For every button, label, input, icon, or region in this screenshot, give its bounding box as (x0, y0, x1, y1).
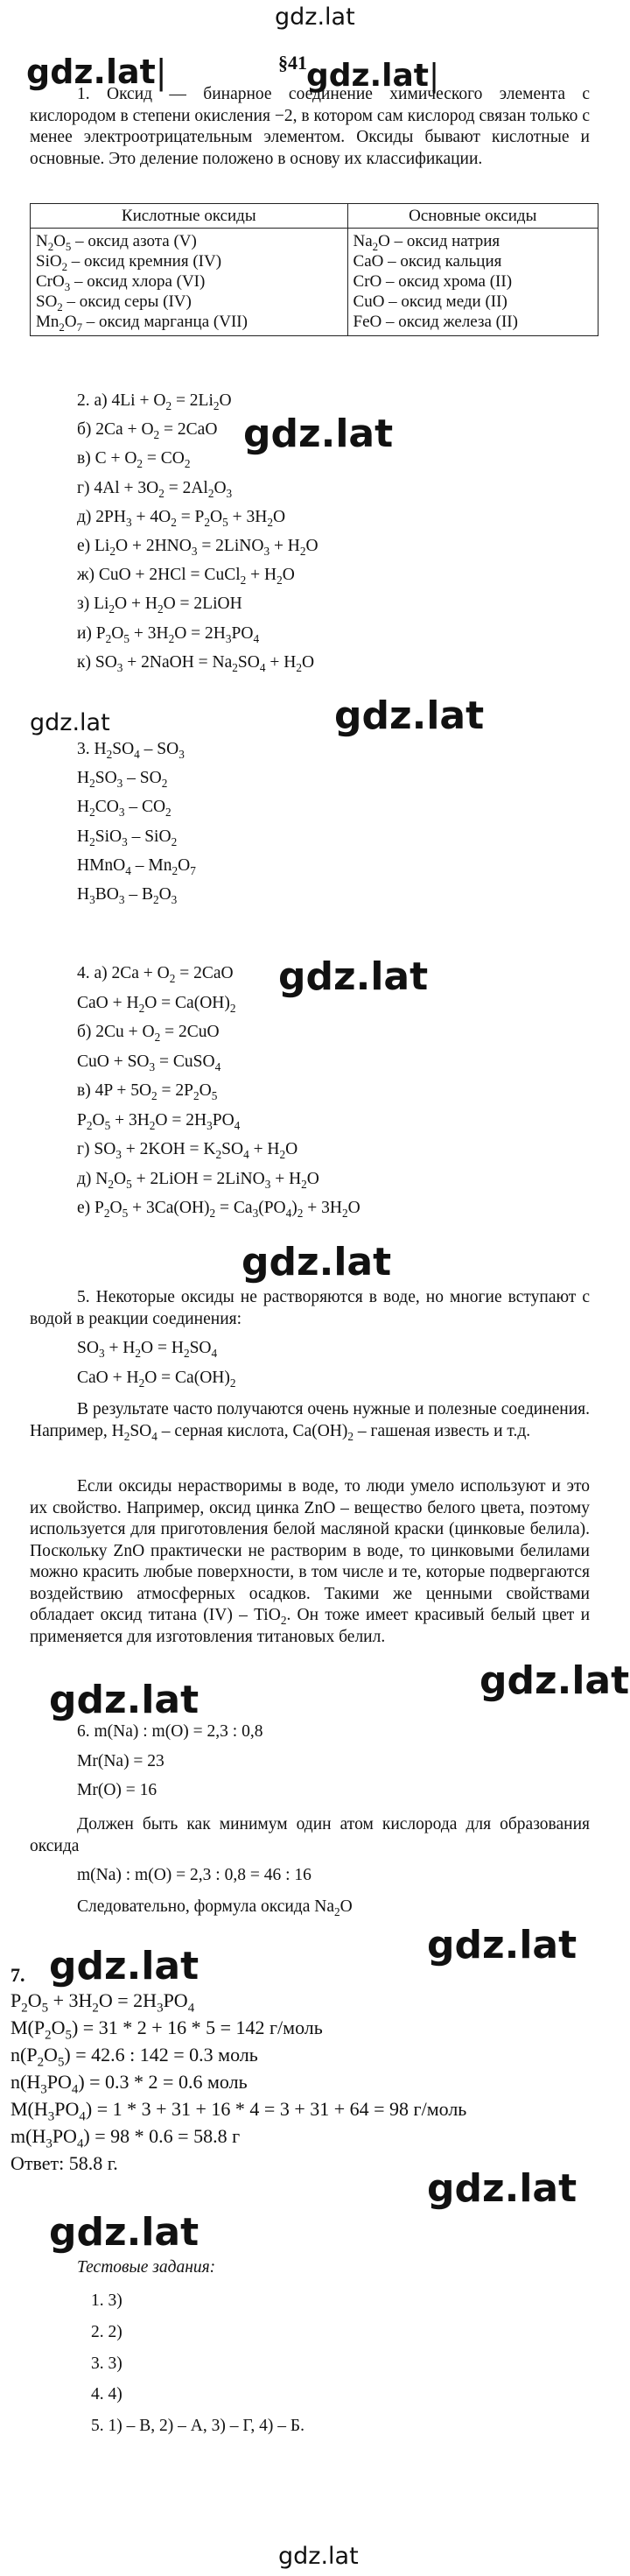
task-6-line: Mr(Na) = 23 (77, 1751, 164, 1770)
watermark-task2: gdz.lat (243, 412, 394, 456)
task-6-line: m(Na) : m(O) = 2,3 : 0,8 = 46 : 16 (77, 1866, 312, 1884)
section-heading: §41 (278, 52, 307, 74)
watermark-right-mid: gdz.lat (334, 693, 485, 738)
acidic-oxides-cell (31, 229, 348, 336)
basic-oxide-row: $Na_2O$ – оксид натрия (353, 232, 500, 253)
task-7-line: $P_2O_5 + 3H_2O = 2H_3PO_4$ (10, 1989, 195, 2016)
task-2-equation: к) $SO_3$ + 2NaOH = $Na_2SO_4 + H_2O$ (77, 652, 315, 674)
test-answer: 3. 3) (91, 2354, 122, 2373)
test-answer: 1. 3) (91, 2291, 122, 2310)
task-5-paragraph-2: Если оксиды нерастворимы в воде, то люди умело используют и это их свойство. Например, оксид цинка ZnO – вещество белого цвета, поэтому используется для приготовления белой масляной краски (цинковые белила). Поскольку ZnO практически не растворим в воде, то цинковыми белилами можно красить любые поверхности, в том числе и те, которые подвергаются воздействию атмосферных осадков. Такими же ценными свойствами обладает оксид титана (IV) – TiO$_2$. Он тоже имеет красивый белый цвет и применяется для изготовления титановых белил. (30, 1477, 591, 1646)
task-2-equation: б) $2Ca + O_2 = 2CaO$ (77, 420, 218, 442)
task-2-equation: 2. а) $4Li + O_2 = 2Li_2O$ (77, 391, 232, 412)
task-7-line: $M(H_3PO_4) = 1 * 3 + 31 + 16 * 4 = 3 + 31 + 64 = 98$ г/моль (10, 2098, 467, 2124)
task-6-line: Следовательно, формула оксида $Na_2O$ (77, 1897, 353, 1918)
basic-oxide-row: FeO – оксид железа (II) (353, 313, 518, 331)
task-7-line: $M(P_2O_5) = 31 * 2 + 16 * 5 = 142$ г/моль (10, 2016, 323, 2043)
acidic-oxide-row: SiO$_2$ – оксид кремния (IV) (36, 252, 222, 273)
test-answer: 2. 2) (91, 2322, 122, 2341)
watermark-right-task6: gdz.lat (480, 1658, 630, 1703)
basic-oxide-row: CaO – оксид кальция (353, 252, 502, 271)
task-3-pair: $H_3BO_3 - B_2O_3$ (77, 885, 178, 906)
task-2-equation: з) $Li_2O + H_2O$ = 2LiOH (77, 595, 242, 616)
task-2-equation: и) $P_2O_5 + 3H_2O = 2H_3PO_4$ (77, 623, 260, 645)
watermark-left-mid: gdz.lat (30, 709, 110, 736)
task-2-equation: в) $C + O_2 = CO_2$ (77, 449, 191, 471)
table-header-basic: Основные оксиды (347, 204, 598, 229)
task-3-pair: 3. $H_2SO_4 - SO_3$ (77, 740, 185, 761)
watermark-header-left: gdz.lat| (26, 53, 167, 91)
task-4-equation: 4. а) $2Ca + O_2 = 2CaO$ (77, 964, 234, 985)
task-6-line: Mr(O) = 16 (77, 1781, 158, 1799)
basic-oxides-cell (347, 229, 598, 336)
acidic-oxide-row: $Mn_2O_7$ – оксид марганца (VII) (36, 313, 248, 334)
task-3-pair: $H_2CO_3 - CO_2$ (77, 798, 172, 820)
task-4-equation: г) $SO_3 + 2KOH = K_2SO_4 + H_2O$ (77, 1140, 298, 1161)
task-7-number: 7. (10, 1964, 25, 1986)
task-7-line: $n(P_2O_5) = 42.6$ : 142 = 0.3 моль (10, 2044, 258, 2070)
task-4-equation: в) $4P + 5O_2 = 2P_2O_5$ (77, 1081, 218, 1102)
task-4-equation: $P_2O_5 + 3H_2O = 2H_3PO_4$ (77, 1110, 241, 1132)
watermark-task4: gdz.lat (278, 954, 429, 999)
test-answer: 4. 4) (91, 2385, 122, 2404)
oxides-table (30, 203, 598, 336)
task-5-equation-2: CaO + $H_2O = Ca(OH)_2$ (77, 1369, 236, 1390)
task-7-line: $n(H_3PO_4) = 0.3 * 2 = 0.6$ моль (10, 2071, 248, 2097)
task-5-paragraph-1: В результате часто получаются очень нужные и полезные соединения. Например, $H_2SO_4$ – серная кислота, $Ca(OH)_2$ – гашеная известь и т.д. (30, 1400, 590, 1443)
task-2-equation: д) $2PH_3 + 4O_2 = P_2O_5 + 3H_2O$ (77, 507, 286, 529)
task-3-pair: $H_2SO_3 - SO_2$ (77, 769, 168, 791)
basic-oxide-row: CuO – оксид меди (II) (353, 292, 508, 311)
tests-title: Тестовые задания: (77, 2258, 216, 2277)
watermark-left-task6: gdz.lat (49, 1678, 200, 1722)
task-4-equation: CuO + $SO_3$ = CuSO$_4$ (77, 1052, 221, 1073)
intro-paragraph: 1. Оксид — бинарное соединение химического элемента с кислородом в степени окисления −2, в котором сам кислород связан только с менее электроотрицательным элементом. Оксиды бывают кислотные и основные. Это деление положено в основу их классификации. (30, 85, 590, 168)
watermark-task7-left: gdz.lat (49, 1944, 200, 1988)
task-5-intro: 5. Некоторые оксиды не растворяются в воде, но многие вступают с водой в реакции соединения: (30, 1288, 590, 1328)
table-header-acidic: Кислотные оксиды (31, 204, 348, 229)
task-2-equation: г) $4Al + 3O_2 = 2Al_2O_3$ (77, 478, 233, 500)
task-2-equation: ж) CuO + 2HCl = CuCl$_2$ + $H_2O$ (77, 566, 295, 588)
watermark-header-right: gdz.lat| (306, 58, 440, 94)
task-2-equation: е) $Li_2O + 2HNO_3$ = 2LiNO$_3$ + $H_2O$ (77, 537, 318, 558)
task-3-pair: $H_2SiO_3 - SiO_2$ (77, 827, 178, 848)
basic-oxide-row: CrO – оксид хрома (II) (353, 272, 513, 291)
task-6-line: 6. m(Na) : m(O) = 2,3 : 0,8 (77, 1722, 263, 1741)
task-4-equation: б) $2Cu + O_2 = 2CuO$ (77, 1023, 220, 1044)
test-answer: 5. 1) – В, 2) – А, 3) – Г, 4) – Б. (91, 2417, 304, 2436)
acidic-oxide-row: $SO_2$ – оксид серы (IV) (36, 292, 192, 313)
task-4-equation: CaO + $H_2O = Ca(OH)_2$ (77, 993, 236, 1015)
watermark-tests-right: gdz.lat (427, 2166, 578, 2211)
task-7-line: Ответ: 58.8 г. (10, 2152, 118, 2174)
task-7-line: $m(H_3PO_4) = 98 * 0.6 = 58.8$ г (10, 2125, 241, 2151)
acidic-oxide-row: CrO$_3$ – оксид хлора (VI) (36, 272, 206, 293)
task-4-equation: д) $N_2O_5$ + 2LiOH = 2LiNO$_3$ + $H_2O$ (77, 1169, 319, 1191)
acidic-oxide-row: $N_2O_5$ – оксид азота (V) (36, 232, 197, 253)
watermark-top: gdz.lat (275, 4, 355, 31)
task-5-equation-1: $SO_3 + H_2O = H_2SO_4$ (77, 1339, 218, 1360)
task-4-equation: е) $P_2O_5 + 3Ca(OH)_2 = Ca_3(PO_4)_2 + 3H_2O$ (77, 1199, 360, 1220)
watermark-task7-right: gdz.lat (427, 1923, 578, 1967)
watermark-bottom: gdz.lat (278, 2543, 359, 2570)
task-3-pair: HMnO$_4$ – $Mn_2O_7$ (77, 855, 196, 877)
watermark-tests-left: gdz.lat (49, 2210, 200, 2255)
watermark-after-task4: gdz.lat (242, 1240, 392, 1284)
task-6-note: Должен быть как минимум один атом кислорода для образования оксида (30, 1815, 590, 1855)
